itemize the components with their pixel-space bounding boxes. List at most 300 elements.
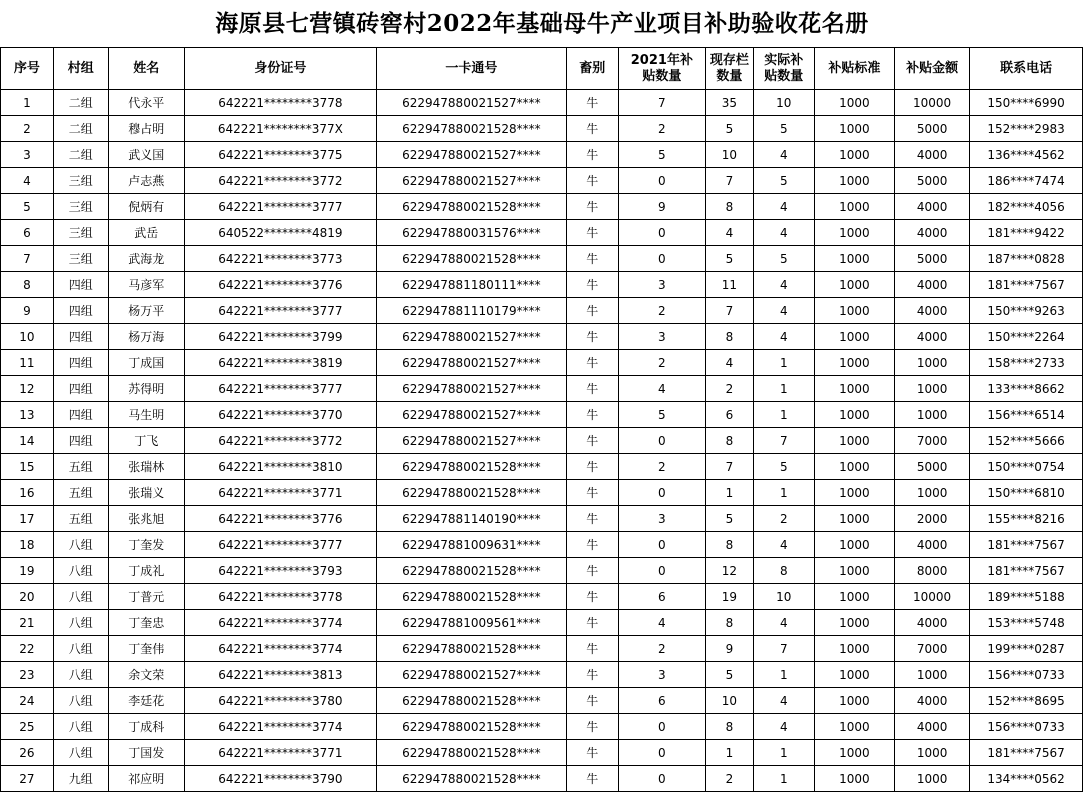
cell-col-livestock: 牛: [566, 662, 618, 688]
cell-col-livestock: 牛: [566, 298, 618, 324]
cell-col-2021-subsidy-qty: 0: [618, 740, 705, 766]
table-row: [1, 402, 1083, 428]
cell-col-phone: 156****0733: [970, 714, 1083, 740]
cell-col-index: 26: [1, 740, 54, 766]
cell-col-group: 二组: [53, 116, 108, 142]
cell-col-current-stock: 9: [706, 636, 754, 662]
cell-col-name: 武义国: [108, 142, 184, 168]
cell-col-current-stock: 1: [706, 740, 754, 766]
cell-col-livestock: 牛: [566, 272, 618, 298]
cell-col-2021-subsidy-qty: 2: [618, 298, 705, 324]
cell-col-subsidy-standard: 1000: [814, 272, 894, 298]
cell-col-actual-subsidy-qty: 1: [753, 480, 814, 506]
cell-col-card: 622947880021528****: [376, 116, 566, 142]
cell-col-actual-subsidy-qty: 4: [753, 714, 814, 740]
cell-col-name: 丁奎伟: [108, 636, 184, 662]
cell-col-id: 642221********3810: [184, 454, 376, 480]
cell-col-current-stock: 12: [706, 558, 754, 584]
cell-col-subsidy-amount: 1000: [895, 766, 970, 792]
cell-col-id: 642221********3819: [184, 350, 376, 376]
cell-col-2021-subsidy-qty: 2: [618, 454, 705, 480]
cell-col-livestock: 牛: [566, 480, 618, 506]
cell-col-current-stock: 10: [706, 142, 754, 168]
cell-col-name: 丁奎忠: [108, 610, 184, 636]
table-row: [1, 90, 1083, 116]
header-col-livestock: 畜别: [566, 48, 618, 90]
cell-col-livestock: 牛: [566, 246, 618, 272]
cell-col-phone: 150****2264: [970, 324, 1083, 350]
cell-col-phone: 181****9422: [970, 220, 1083, 246]
cell-col-subsidy-standard: 1000: [814, 116, 894, 142]
cell-col-index: 25: [1, 714, 54, 740]
cell-col-group: 五组: [53, 506, 108, 532]
cell-col-subsidy-standard: 1000: [814, 610, 894, 636]
cell-col-subsidy-amount: 5000: [895, 116, 970, 142]
cell-col-subsidy-amount: 1000: [895, 740, 970, 766]
cell-col-phone: 134****0562: [970, 766, 1083, 792]
cell-col-subsidy-standard: 1000: [814, 402, 894, 428]
cell-col-livestock: 牛: [566, 116, 618, 142]
cell-col-phone: 182****4056: [970, 194, 1083, 220]
cell-col-current-stock: 4: [706, 350, 754, 376]
cell-col-actual-subsidy-qty: 4: [753, 220, 814, 246]
cell-col-phone: 153****5748: [970, 610, 1083, 636]
cell-col-group: 五组: [53, 454, 108, 480]
cell-col-actual-subsidy-qty: 7: [753, 636, 814, 662]
table-row: [1, 142, 1083, 168]
cell-col-current-stock: 6: [706, 402, 754, 428]
cell-col-index: 16: [1, 480, 54, 506]
cell-col-actual-subsidy-qty: 1: [753, 766, 814, 792]
cell-col-index: 18: [1, 532, 54, 558]
cell-col-2021-subsidy-qty: 0: [618, 766, 705, 792]
cell-col-index: 19: [1, 558, 54, 584]
cell-col-index: 22: [1, 636, 54, 662]
cell-col-current-stock: 5: [706, 506, 754, 532]
cell-col-phone: 181****7567: [970, 272, 1083, 298]
table-row: [1, 376, 1083, 402]
table-row: [1, 766, 1083, 792]
cell-col-card: 622947880021528****: [376, 558, 566, 584]
cell-col-name: 余文荣: [108, 662, 184, 688]
cell-col-actual-subsidy-qty: 4: [753, 298, 814, 324]
cell-col-livestock: 牛: [566, 532, 618, 558]
cell-col-phone: 152****2983: [970, 116, 1083, 142]
cell-col-name: 李廷花: [108, 688, 184, 714]
cell-col-livestock: 牛: [566, 194, 618, 220]
cell-col-phone: 133****8662: [970, 376, 1083, 402]
cell-col-id: 642221********3774: [184, 714, 376, 740]
cell-col-subsidy-amount: 4000: [895, 324, 970, 350]
cell-col-group: 八组: [53, 558, 108, 584]
cell-col-2021-subsidy-qty: 4: [618, 376, 705, 402]
cell-col-phone: 136****4562: [970, 142, 1083, 168]
cell-col-phone: 181****7567: [970, 558, 1083, 584]
cell-col-actual-subsidy-qty: 4: [753, 194, 814, 220]
cell-col-phone: 152****5666: [970, 428, 1083, 454]
cell-col-livestock: 牛: [566, 454, 618, 480]
cell-col-id: 640522********4819: [184, 220, 376, 246]
cell-col-id: 642221********3774: [184, 636, 376, 662]
cell-col-name: 倪炳有: [108, 194, 184, 220]
cell-col-group: 八组: [53, 662, 108, 688]
cell-col-name: 丁飞: [108, 428, 184, 454]
cell-col-subsidy-standard: 1000: [814, 636, 894, 662]
cell-col-2021-subsidy-qty: 0: [618, 220, 705, 246]
table-row: [1, 584, 1083, 610]
cell-col-actual-subsidy-qty: 4: [753, 324, 814, 350]
cell-col-group: 九组: [53, 766, 108, 792]
cell-col-current-stock: 4: [706, 220, 754, 246]
cell-col-2021-subsidy-qty: 0: [618, 246, 705, 272]
cell-col-actual-subsidy-qty: 8: [753, 558, 814, 584]
cell-col-current-stock: 8: [706, 610, 754, 636]
cell-col-id: 642221********3771: [184, 480, 376, 506]
cell-col-actual-subsidy-qty: 7: [753, 428, 814, 454]
cell-col-name: 丁奎发: [108, 532, 184, 558]
table-row: [1, 220, 1083, 246]
cell-col-index: 23: [1, 662, 54, 688]
cell-col-subsidy-amount: 1000: [895, 402, 970, 428]
cell-col-index: 5: [1, 194, 54, 220]
table-row: [1, 298, 1083, 324]
cell-col-name: 丁成国: [108, 350, 184, 376]
cell-col-subsidy-amount: 4000: [895, 688, 970, 714]
cell-col-actual-subsidy-qty: 5: [753, 246, 814, 272]
cell-col-subsidy-standard: 1000: [814, 480, 894, 506]
cell-col-group: 三组: [53, 220, 108, 246]
cell-col-2021-subsidy-qty: 7: [618, 90, 705, 116]
cell-col-card: 622947880021527****: [376, 90, 566, 116]
cell-col-name: 丁国发: [108, 740, 184, 766]
cell-col-group: 八组: [53, 636, 108, 662]
header-col-index: 序号: [1, 48, 54, 90]
cell-col-group: 八组: [53, 740, 108, 766]
cell-col-2021-subsidy-qty: 3: [618, 506, 705, 532]
cell-col-subsidy-standard: 1000: [814, 350, 894, 376]
header-col-id: 身份证号: [184, 48, 376, 90]
cell-col-card: 622947881009631****: [376, 532, 566, 558]
cell-col-card: 622947880021527****: [376, 324, 566, 350]
cell-col-card: 622947880031576****: [376, 220, 566, 246]
cell-col-actual-subsidy-qty: 1: [753, 402, 814, 428]
cell-col-phone: 150****9263: [970, 298, 1083, 324]
table-row: [1, 688, 1083, 714]
cell-col-name: 杨万平: [108, 298, 184, 324]
cell-col-current-stock: 35: [706, 90, 754, 116]
cell-col-livestock: 牛: [566, 610, 618, 636]
cell-col-index: 27: [1, 766, 54, 792]
cell-col-phone: 199****0287: [970, 636, 1083, 662]
cell-col-card: 622947881180111****: [376, 272, 566, 298]
cell-col-card: 622947880021527****: [376, 142, 566, 168]
cell-col-livestock: 牛: [566, 584, 618, 610]
cell-col-livestock: 牛: [566, 506, 618, 532]
table-row: [1, 350, 1083, 376]
cell-col-actual-subsidy-qty: 10: [753, 584, 814, 610]
cell-col-phone: 152****8695: [970, 688, 1083, 714]
cell-col-card: 622947880021527****: [376, 428, 566, 454]
cell-col-phone: 150****6810: [970, 480, 1083, 506]
cell-col-phone: 158****2733: [970, 350, 1083, 376]
cell-col-livestock: 牛: [566, 766, 618, 792]
cell-col-subsidy-amount: 1000: [895, 480, 970, 506]
cell-col-actual-subsidy-qty: 1: [753, 740, 814, 766]
cell-col-index: 20: [1, 584, 54, 610]
cell-col-livestock: 牛: [566, 428, 618, 454]
cell-col-card: 622947880021528****: [376, 246, 566, 272]
cell-col-group: 三组: [53, 168, 108, 194]
cell-col-2021-subsidy-qty: 2: [618, 636, 705, 662]
cell-col-subsidy-standard: 1000: [814, 558, 894, 584]
cell-col-current-stock: 7: [706, 168, 754, 194]
cell-col-name: 穆占明: [108, 116, 184, 142]
cell-col-name: 张瑞林: [108, 454, 184, 480]
cell-col-subsidy-standard: 1000: [814, 246, 894, 272]
cell-col-subsidy-standard: 1000: [814, 714, 894, 740]
cell-col-subsidy-standard: 1000: [814, 168, 894, 194]
header-col-group: 村组: [53, 48, 108, 90]
cell-col-subsidy-standard: 1000: [814, 740, 894, 766]
cell-col-actual-subsidy-qty: 1: [753, 376, 814, 402]
cell-col-id: 642221********3775: [184, 142, 376, 168]
cell-col-current-stock: 1: [706, 480, 754, 506]
header-col-2021-subsidy-qty: 2021年补 贴数量: [618, 48, 705, 90]
cell-col-subsidy-amount: 4000: [895, 142, 970, 168]
cell-col-index: 12: [1, 376, 54, 402]
cell-col-livestock: 牛: [566, 740, 618, 766]
cell-col-phone: 156****6514: [970, 402, 1083, 428]
cell-col-card: 622947880021528****: [376, 636, 566, 662]
cell-col-phone: 150****6990: [970, 90, 1083, 116]
cell-col-livestock: 牛: [566, 636, 618, 662]
cell-col-index: 24: [1, 688, 54, 714]
cell-col-card: 622947880021527****: [376, 402, 566, 428]
cell-col-subsidy-amount: 5000: [895, 454, 970, 480]
cell-col-current-stock: 11: [706, 272, 754, 298]
cell-col-subsidy-amount: 5000: [895, 246, 970, 272]
header-col-subsidy-standard: 补贴标准: [814, 48, 894, 90]
cell-col-2021-subsidy-qty: 0: [618, 558, 705, 584]
cell-col-current-stock: 7: [706, 298, 754, 324]
document-title: 海原县七营镇砖窖村2022年基础母牛产业项目补助验收花名册: [215, 10, 869, 37]
cell-col-2021-subsidy-qty: 5: [618, 142, 705, 168]
table-row: [1, 116, 1083, 142]
cell-col-current-stock: 5: [706, 116, 754, 142]
cell-col-current-stock: 10: [706, 688, 754, 714]
cell-col-name: 丁普元: [108, 584, 184, 610]
cell-col-index: 7: [1, 246, 54, 272]
cell-col-2021-subsidy-qty: 3: [618, 662, 705, 688]
table-row: [1, 714, 1083, 740]
cell-col-2021-subsidy-qty: 0: [618, 428, 705, 454]
cell-col-subsidy-amount: 10000: [895, 584, 970, 610]
cell-col-id: 642221********3771: [184, 740, 376, 766]
cell-col-id: 642221********3776: [184, 506, 376, 532]
cell-col-card: 622947880021528****: [376, 454, 566, 480]
cell-col-group: 二组: [53, 142, 108, 168]
cell-col-livestock: 牛: [566, 402, 618, 428]
cell-col-subsidy-standard: 1000: [814, 688, 894, 714]
cell-col-id: 642221********3777: [184, 376, 376, 402]
cell-col-2021-subsidy-qty: 0: [618, 168, 705, 194]
cell-col-subsidy-amount: 4000: [895, 298, 970, 324]
cell-col-index: 1: [1, 90, 54, 116]
cell-col-actual-subsidy-qty: 4: [753, 610, 814, 636]
cell-col-phone: 181****7567: [970, 532, 1083, 558]
cell-col-card: 622947881140190****: [376, 506, 566, 532]
cell-col-id: 642221********3772: [184, 428, 376, 454]
cell-col-index: 17: [1, 506, 54, 532]
cell-col-subsidy-amount: 4000: [895, 532, 970, 558]
cell-col-name: 马生明: [108, 402, 184, 428]
cell-col-current-stock: 8: [706, 324, 754, 350]
table-row: [1, 558, 1083, 584]
cell-col-2021-subsidy-qty: 2: [618, 116, 705, 142]
cell-col-name: 祁应明: [108, 766, 184, 792]
cell-col-name: 武岳: [108, 220, 184, 246]
cell-col-index: 8: [1, 272, 54, 298]
cell-col-id: 642221********3777: [184, 194, 376, 220]
cell-col-index: 4: [1, 168, 54, 194]
cell-col-group: 四组: [53, 376, 108, 402]
cell-col-card: 622947881110179****: [376, 298, 566, 324]
header-col-phone: 联系电话: [970, 48, 1083, 90]
cell-col-name: 丁成礼: [108, 558, 184, 584]
cell-col-index: 15: [1, 454, 54, 480]
header-row: [1, 48, 1083, 90]
cell-col-current-stock: 8: [706, 428, 754, 454]
cell-col-group: 四组: [53, 350, 108, 376]
cell-col-card: 622947880021527****: [376, 662, 566, 688]
cell-col-id: 642221********3793: [184, 558, 376, 584]
cell-col-id: 642221********3778: [184, 584, 376, 610]
cell-col-phone: 150****0754: [970, 454, 1083, 480]
cell-col-card: 622947880021527****: [376, 168, 566, 194]
cell-col-subsidy-standard: 1000: [814, 376, 894, 402]
cell-col-id: 642221********377X: [184, 116, 376, 142]
table-row: [1, 428, 1083, 454]
cell-col-index: 21: [1, 610, 54, 636]
cell-col-group: 八组: [53, 584, 108, 610]
cell-col-current-stock: 5: [706, 662, 754, 688]
cell-col-subsidy-amount: 5000: [895, 168, 970, 194]
cell-col-current-stock: 8: [706, 714, 754, 740]
table-row: [1, 636, 1083, 662]
cell-col-id: 642221********3813: [184, 662, 376, 688]
cell-col-current-stock: 2: [706, 766, 754, 792]
roster-table: [0, 47, 1083, 792]
cell-col-2021-subsidy-qty: 0: [618, 480, 705, 506]
cell-col-id: 642221********3780: [184, 688, 376, 714]
cell-col-subsidy-amount: 4000: [895, 714, 970, 740]
cell-col-current-stock: 5: [706, 246, 754, 272]
cell-col-actual-subsidy-qty: 4: [753, 532, 814, 558]
cell-col-index: 14: [1, 428, 54, 454]
cell-col-livestock: 牛: [566, 558, 618, 584]
cell-col-subsidy-amount: 1000: [895, 662, 970, 688]
cell-col-card: 622947880021528****: [376, 688, 566, 714]
cell-col-2021-subsidy-qty: 6: [618, 584, 705, 610]
table-row: [1, 532, 1083, 558]
cell-col-subsidy-amount: 4000: [895, 220, 970, 246]
cell-col-group: 四组: [53, 298, 108, 324]
table-row: [1, 740, 1083, 766]
cell-col-subsidy-amount: 2000: [895, 506, 970, 532]
cell-col-id: 642221********3778: [184, 90, 376, 116]
cell-col-2021-subsidy-qty: 3: [618, 324, 705, 350]
cell-col-group: 四组: [53, 402, 108, 428]
cell-col-current-stock: 2: [706, 376, 754, 402]
cell-col-subsidy-amount: 7000: [895, 428, 970, 454]
header-col-name: 姓名: [108, 48, 184, 90]
cell-col-phone: 186****7474: [970, 168, 1083, 194]
cell-col-subsidy-standard: 1000: [814, 766, 894, 792]
cell-col-actual-subsidy-qty: 4: [753, 272, 814, 298]
cell-col-phone: 155****8216: [970, 506, 1083, 532]
header-col-actual-subsidy-qty: 实际补 贴数量: [753, 48, 814, 90]
cell-col-2021-subsidy-qty: 9: [618, 194, 705, 220]
cell-col-current-stock: 8: [706, 532, 754, 558]
cell-col-subsidy-standard: 1000: [814, 584, 894, 610]
table-body: [1, 90, 1083, 792]
cell-col-name: 丁成科: [108, 714, 184, 740]
table-row: [1, 272, 1083, 298]
cell-col-name: 代永平: [108, 90, 184, 116]
cell-col-actual-subsidy-qty: 5: [753, 168, 814, 194]
cell-col-2021-subsidy-qty: 0: [618, 532, 705, 558]
cell-col-id: 642221********3772: [184, 168, 376, 194]
cell-col-livestock: 牛: [566, 376, 618, 402]
cell-col-id: 642221********3776: [184, 272, 376, 298]
cell-col-subsidy-standard: 1000: [814, 142, 894, 168]
cell-col-name: 杨万海: [108, 324, 184, 350]
cell-col-subsidy-standard: 1000: [814, 220, 894, 246]
cell-col-subsidy-amount: 10000: [895, 90, 970, 116]
cell-col-actual-subsidy-qty: 2: [753, 506, 814, 532]
cell-col-card: 622947880021528****: [376, 194, 566, 220]
cell-col-subsidy-standard: 1000: [814, 194, 894, 220]
cell-col-livestock: 牛: [566, 350, 618, 376]
table-row: [1, 454, 1083, 480]
cell-col-name: 张瑞义: [108, 480, 184, 506]
cell-col-livestock: 牛: [566, 90, 618, 116]
cell-col-subsidy-amount: 4000: [895, 610, 970, 636]
cell-col-subsidy-amount: 8000: [895, 558, 970, 584]
cell-col-group: 八组: [53, 714, 108, 740]
cell-col-id: 642221********3774: [184, 610, 376, 636]
cell-col-group: 八组: [53, 688, 108, 714]
table-row: [1, 610, 1083, 636]
cell-col-card: 622947880021528****: [376, 584, 566, 610]
cell-col-subsidy-amount: 1000: [895, 376, 970, 402]
cell-col-livestock: 牛: [566, 324, 618, 350]
cell-col-group: 四组: [53, 324, 108, 350]
cell-col-actual-subsidy-qty: 4: [753, 142, 814, 168]
cell-col-group: 四组: [53, 428, 108, 454]
cell-col-phone: 187****0828: [970, 246, 1083, 272]
cell-col-card: 622947881009561****: [376, 610, 566, 636]
cell-col-subsidy-standard: 1000: [814, 532, 894, 558]
table-row: [1, 480, 1083, 506]
cell-col-name: 苏得明: [108, 376, 184, 402]
cell-col-livestock: 牛: [566, 714, 618, 740]
cell-col-actual-subsidy-qty: 5: [753, 454, 814, 480]
cell-col-actual-subsidy-qty: 5: [753, 116, 814, 142]
cell-col-group: 三组: [53, 246, 108, 272]
cell-col-id: 642221********3773: [184, 246, 376, 272]
cell-col-subsidy-amount: 7000: [895, 636, 970, 662]
